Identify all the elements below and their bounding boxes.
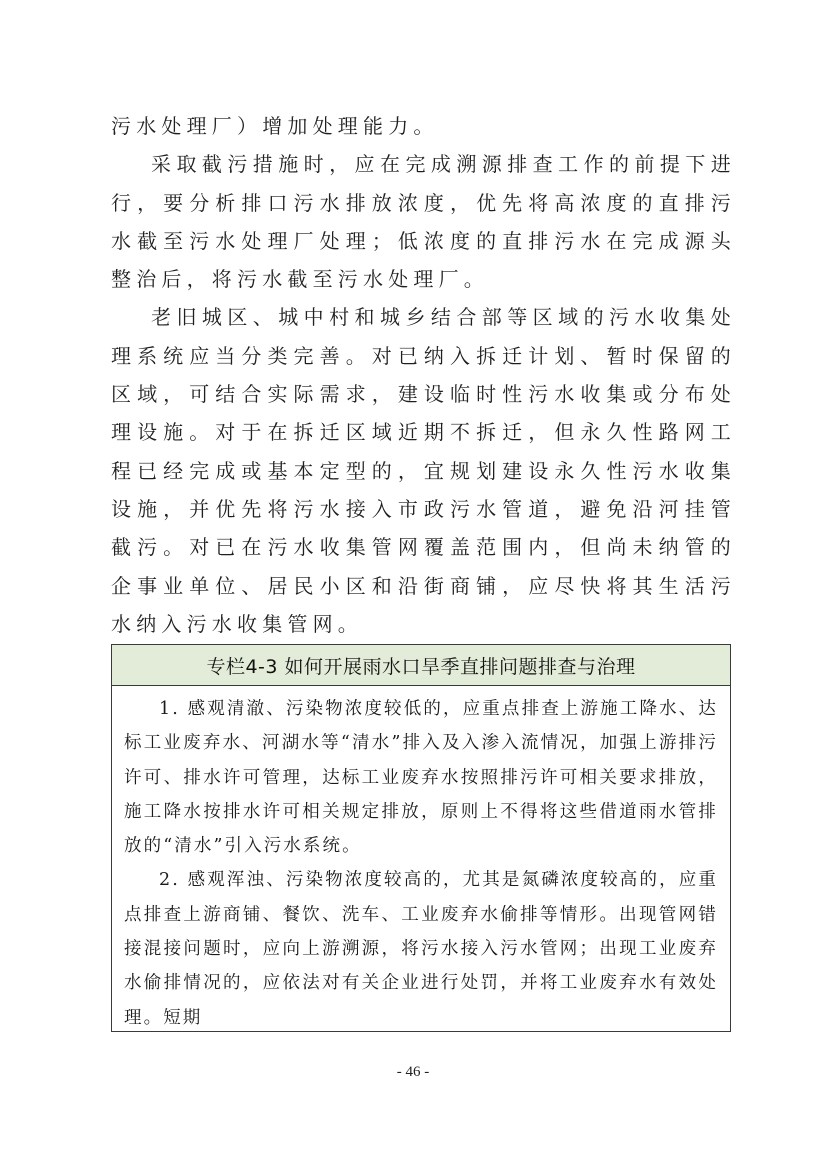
paragraph-interception-measures: 采取截污措施时，应在完成溯源排查工作的前提下进行，要分析排口污水排放浓度，优先将高浓度的直排污水截至污水处理厂处理；低浓度的直排污水在完成源头整治后，将污水截至污水处理厂。 <box>111 152 736 292</box>
sidebar-item-turbid-water: 2. 感观浑浊、污染物浓度较高的，尤其是氮磷浓度较高的，应重点排查上游商铺、餐饮、洗车、工业废弃水偷排等情形。出现管网错接混接问题时，应向上游溯源，将污水接入污水管网；出现工业废弃水偷排情况的，应依法对有关企业进行处罚，并将工业废弃水有效处理。短期 <box>124 870 718 1028</box>
sidebar-item-clear-water: 1. 感观清澈、污染物浓度较低的，应重点排查上游施工降水、达标工业废弃水、河湖水等“清水”排入及入渗入流情况，加强上游排污许可、排水许可管理，达标工业废弃水按照排污许可相关要求排放，施工降水按排水许可相关规定排放，原则上不得将这些借道雨水管排放的“清水”引入污水系统。 <box>124 699 718 857</box>
sidebar-box-title: 专栏4-3 如何开展雨水口旱季直排问题排查与治理 <box>112 645 730 686</box>
sidebar-box-4-3 <box>111 644 731 1032</box>
paragraph-old-urban-areas: 老旧城区、城中村和城乡结合部等区域的污水收集处理系统应当分类完善。对已纳入拆迁计划、暂时保留的区域，可结合实际需求，建设临时性污水收集或分布处理设施。对于在拆迁区域近期不拆迁，但永久性路网工程已经完成或基本定型的，宜规划建设永久性污水收集设施，并优先将污水接入市政污水管道，避免沿河挂管截污。对已在污水收集管网覆盖范围内，但尚未纳管的企事业单位、居民小区和沿街商铺，应尽快将其生活污水纳入污水收集管网。 <box>111 305 736 636</box>
sidebar-box-body <box>112 686 730 1032</box>
page-number: - 46 - <box>396 1064 430 1080</box>
body-text <box>111 107 736 643</box>
paragraph-continuation: 污水处理厂）增加处理能力。 <box>111 114 439 138</box>
